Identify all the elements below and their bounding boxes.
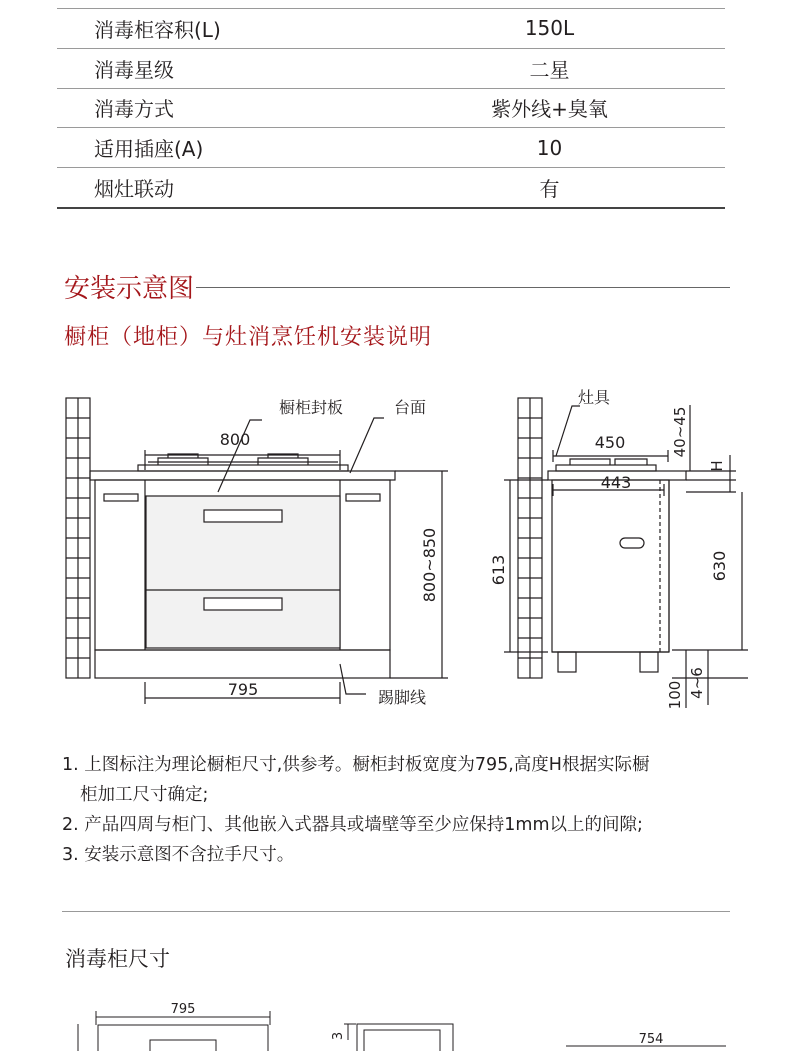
dim-800-850: 800~850 xyxy=(420,527,439,603)
dim-443: 443 xyxy=(600,473,632,492)
spec-label: 消毒柜容积(L) xyxy=(57,9,394,49)
cooktop xyxy=(138,454,348,471)
spec-value: 10 xyxy=(394,128,725,168)
dim-bottom-3: 3 xyxy=(331,1031,346,1041)
note-line: 3. 安装示意图不含拉手尺寸。 xyxy=(62,845,295,865)
installation-notes xyxy=(62,750,742,870)
dim-630: 630 xyxy=(710,550,729,582)
spec-value: 紫外线+臭氧 xyxy=(394,88,725,128)
dim-100: 100 xyxy=(666,680,684,710)
label-stove: 灶具 xyxy=(577,388,611,407)
section-divider xyxy=(196,287,730,288)
sterilizer-front xyxy=(146,496,340,648)
label-counter: 台面 xyxy=(393,398,427,417)
dim-613: 613 xyxy=(489,554,508,586)
spec-row xyxy=(57,48,725,88)
spec-value: 150L xyxy=(394,9,725,49)
note-line: 2. 产品四周与柜门、其他嵌入式器具或墙壁等至少应保持1mm以上的间隙; xyxy=(62,815,643,835)
dim-4-6: 4~6 xyxy=(688,667,706,699)
installation-diagram xyxy=(0,380,788,720)
spec-row xyxy=(57,88,725,128)
spec-row xyxy=(57,9,725,49)
brick-wall-left xyxy=(66,398,90,678)
dim-795: 795 xyxy=(227,680,259,699)
spec-table xyxy=(57,8,725,209)
spec-value: 二星 xyxy=(394,48,725,88)
spec-value: 有 xyxy=(394,168,725,208)
spec-label: 消毒星级 xyxy=(57,48,394,88)
dim-40-45: 40~45 xyxy=(671,406,689,458)
note-line: 1. 上图标注为理论橱柜尺寸,供参考。橱柜封板宽度为795,高度H根据实际橱 xyxy=(62,755,650,775)
note-line: 柜加工尺寸确定; xyxy=(80,785,209,805)
section-divider xyxy=(62,911,730,912)
label-panel: 橱柜封板 xyxy=(278,398,344,417)
spec-label: 适用插座(A) xyxy=(57,128,394,168)
dim-h: H xyxy=(708,460,726,472)
installation-subtitle: 橱柜（地柜）与灶消烹饪机安装说明 xyxy=(64,325,433,350)
spec-label: 烟灶联动 xyxy=(57,168,394,208)
spec-row xyxy=(57,128,725,168)
countertop xyxy=(90,471,395,480)
dimensions-title: 消毒柜尺寸 xyxy=(65,947,170,971)
dim-450: 450 xyxy=(594,433,626,452)
side-cabinet xyxy=(552,480,669,672)
brick-wall-right xyxy=(518,398,542,678)
dim-bottom-795: 795 xyxy=(170,1002,196,1017)
dim-800: 800 xyxy=(219,430,251,449)
label-kick: 踢脚线 xyxy=(377,688,427,707)
dim-bottom-754: 754 xyxy=(638,1032,664,1047)
section-title: 安装示意图 xyxy=(64,274,195,304)
spec-row xyxy=(57,168,725,208)
dimension-drawings xyxy=(0,995,788,1051)
spec-label: 消毒方式 xyxy=(57,88,394,128)
